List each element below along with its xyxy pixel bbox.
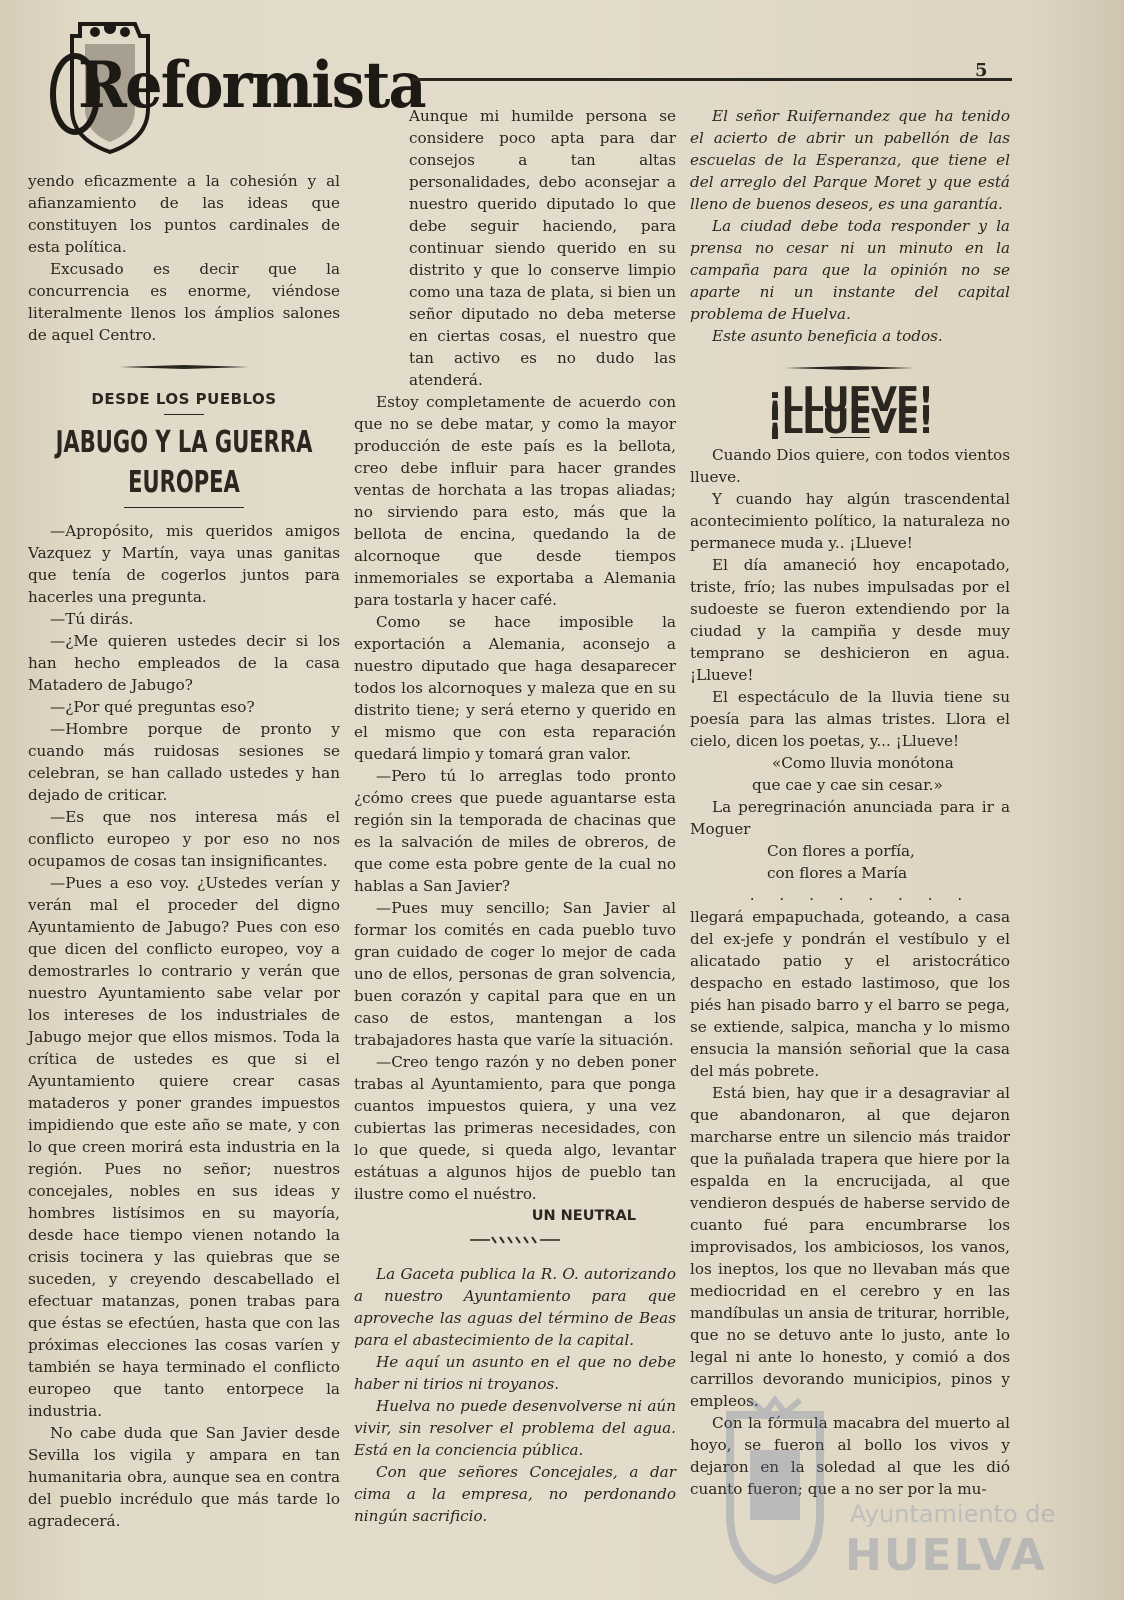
archive-watermark (720, 1395, 1056, 1595)
paragraph: —Apropósito, mis queridos amigos Vazquez y Martín, vaya unas ganitas que tenía de cogerlos juntos para hacerles una pregunta. (28, 522, 340, 606)
masthead (40, 14, 425, 154)
paragraph: La ciudad debe toda responder y la prensa no cesar ni un minuto en la campaña para que la opinión no se aparte ni un instante del capital problema de Huelva. (690, 217, 1010, 323)
paragraph: —Hombre porque de pronto y cuando más ruidosas sesiones se celebran, se han callado ustedes y han dejado de criticar. (28, 720, 340, 804)
paragraph: La peregrinación anunciada para ir a Moguer (690, 798, 1010, 838)
paragraph: La Gaceta publica la R. O. autorizando a nuestro Ayuntamiento para que aproveche las aguas del término de Beas para el abastecimiento de la capital. (354, 1265, 676, 1349)
headline-llueve: ¡LLUEVE! ¡LLUEVE! (767, 380, 933, 442)
paragraph: El día amaneció hoy encapotado, triste, frío; las nubes impulsadas por el sudoeste se fueron extendiendo por la ciudad y la campiña y desde muy temprano se deshicieron en agua. ¡Llueve! (690, 556, 1010, 684)
paragraph: —Pues a eso voy. ¿Ustedes verían y verán mal el proceder del digno Ayuntamiento de Jabugo? Pues con eso que dicen del conflicto europeo, voy a demostrarles lo contrario y verán que nuestro Ayuntamiento sabe velar por los intereses de los industriales de Jabugo mejor que ellos mismos. Toda la crítica de ustedes es que si el Ayuntamiento quiere crear casas mataderos y poner grandes impuestos impidiendo que este año se mate, y con lo que creen morirá esta industria en la región. Pues no señor; nuestros concejales, nobles en sus ideas y hombres listísimos en su mayoría, desde hace tiempo vienen notando la crisis tocinera y las quiebras que se suceden, y creyendo descabellado el efectuar matanzas, ponen trabas para que éstas se efectúen, hasta que con las próximas elecciones las cosas varíen y también se haya terminado el conflicto europeo que tanto entorpece la industria. (28, 874, 340, 1420)
section-label: DESDE LOS PUEBLOS (91, 390, 277, 408)
divider-ornament (119, 364, 249, 370)
paragraph: No cabe duda que San Javier desde Sevilla los vigila y ampara en tan humanitaria obra, aunque sea en contra del pueblo incrédulo que más tarde lo agradecerá. (28, 1424, 340, 1530)
paragraph: Está bien, hay que ir a desagraviar al que abandonaron, al que dejaron marcharse entre un silencio más traidor que la puñalada trapera que hiere por la espalda en la encrucijada, al que vendieron después de haberse servido de cuanto fué para encumbrarse los improvisados, los ambiciosos, los vanos, los ineptos, los que no llevaban más que mediocridad en el cerebro y en las mandíbulas un ansia de triturar, horrible, que no se detuvo ante lo justo, ante lo legal ni ante lo honesto, y comió a dos carrillos devorando municipios, pinos y empleos. (690, 1084, 1010, 1410)
column-2 (354, 105, 676, 1527)
verse-line: Con flores a porfía, (767, 842, 915, 860)
paragraph: Este asunto beneficia a todos. (712, 327, 943, 345)
paragraph: —Pues muy sencillo; San Javier al formar los comités en cada pueblo tuvo gran cuidado de coger lo mejor de cada uno de ellos, personas de gran solvencia, buen corazón y capital para que en un caso de estos, mantengan a los trabajadores hasta que varíe la situación. (354, 899, 676, 1049)
paragraph: Excusado es decir que la concurrencia es enorme, viéndose literalmente llenos los ámplios salones de aquel Centro. (28, 260, 340, 344)
paragraph: —Tú dirás. (50, 610, 134, 628)
paragraph: —Creo tengo razón y no deben poner trabas al Ayuntamiento, para que ponga cuantos impuestos quiera, y una vez cubiertas las primeras necesidades, con lo que quede, si queda algo, levantar estátuas a algunos hijos de pueblo tan ilustre como el nuéstro. (354, 1053, 676, 1203)
paragraph: Y cuando hay algún trascendental acontecimiento político, la naturaleza no permanece muda y.. ¡Llueve! (690, 490, 1010, 552)
paragraph: El espectáculo de la lluvia tiene su poesía para las almas tristes. Llora el cielo, dicen los poetas, y... ¡Llueve! (690, 688, 1010, 750)
paragraph: Como se hace imposible la exportación a Alemania, aconsejo a nuestro diputado que haga desaparecer todos los alcornoques y maleza que en su distrito tiene; y será eterno y querido en el mismo que con esta reparación quedará limpio y tomará gran valor. (354, 613, 676, 763)
paragraph: Aunque mi humilde persona se considere poco apta para dar consejos a tan altas personalidades, debo aconsejar a nuestro querido diputado lo que debe seguir haciendo, para continuar siendo querido en su distrito y que lo conserve limpio como una taza de plata, si bien un señor diputado no deba meterse en ciertas cosas, el nuestro que tan activo es no dudo las atenderá. (409, 107, 676, 389)
headline-underline (124, 507, 244, 508)
paragraph: El señor Ruifernandez que ha tenido el acierto de abrir un pabellón de las escuelas de la Esperanza, que tiene el del arreglo del Parque Moret y que está lleno de buenos deseos, es una garantía. (690, 107, 1010, 213)
paragraph: llegará empapuchada, goteando, a casa del ex-jefe y pondrán el vestíbulo y el alicatado patio y el aristocrático despacho en estado lastimoso, que los piés han pisado barro y el barro se pega, se extiende, salpica, mancha y lo mismo ensucia la mansión señorial que la casa del más pobrete. (690, 908, 1010, 1080)
small-rule (164, 414, 204, 415)
paragraph: —¿Por qué preguntas eso? (50, 698, 255, 716)
paragraph: Estoy completamente de acuerdo con que no se debe matar, y como la mayor producción de este país es la bellota, creo debe influir para hacer grandes ventas de horchata a las tropas aliadas; no sirviendo para esto, más que la bellota de encina, quedando la de alcornoque que desde tiempos inmemoriales se exportaba a Alemania para tostarla y hacer café. (354, 393, 676, 609)
paragraph: —¿Me quieren ustedes decir si los han hecho empleados de la casa Matadero de Jabugo? (28, 632, 340, 694)
header-rule (412, 78, 1012, 81)
signature: UN NEUTRAL (531, 1208, 636, 1224)
page-number: 5 (975, 60, 988, 81)
column-1 (28, 170, 340, 1532)
verse-line: con flores a María (767, 864, 908, 882)
paragraph: Huelva no puede desenvolverse ni aún vivir, sin resolver el problema del agua. Está en la conciencia pública. (354, 1397, 676, 1459)
city-shield-icon (720, 1395, 830, 1585)
paragraph: Cuando Dios quiere, con todos vientos llueve. (690, 446, 1010, 486)
ornament-divider (354, 1231, 676, 1253)
masthead-title: Reformista (78, 48, 425, 123)
paragraph: Con la fórmula macabra del muerto al hoyo, se fueron al bollo los vivos y dejaron en la soledad al que les dió cuanto fueron; que a no ser por la mu- (690, 1414, 1010, 1498)
headline-jabugo: JABUGO Y LA GUERRA EUROPEA (55, 425, 313, 500)
paragraph: —Pero tú lo arreglas todo pronto ¿cómo crees que puede aguantarse esta región sin la temporada de chacinas que es la salvación de miles de obreros, de que come esta pobre gente de la cual no hablas a San Javier? (354, 767, 676, 895)
paragraph: —Es que nos interesa más el conflicto europeo y por eso no nos ocupamos de cosas tan insignificantes. (28, 808, 340, 870)
paragraph: He aquí un asunto en el que no debe haber ni tirios ni troyanos. (354, 1353, 676, 1393)
watermark-line-2: HUELVA (845, 1530, 1047, 1581)
ellipsis-dots: . . . . . . . . (749, 886, 973, 904)
watermark-line-1: Ayuntamiento de (850, 1500, 1056, 1528)
verse-line: «Como lluvia monótona (772, 754, 954, 772)
paragraph: Con que señores Concejales, a dar cima a la empresa, no perdonando ningún sacrificio. (354, 1463, 676, 1525)
column-3 (690, 105, 1010, 1500)
divider-ornament (785, 365, 915, 371)
ornament-icon (470, 1236, 560, 1244)
verse-line: que cae y cae sin cesar.» (752, 776, 943, 794)
paragraph: yendo eficazmente a la cohesión y al afianzamiento de las ideas que constituyen los puntos cardinales de esta política. (28, 172, 340, 256)
